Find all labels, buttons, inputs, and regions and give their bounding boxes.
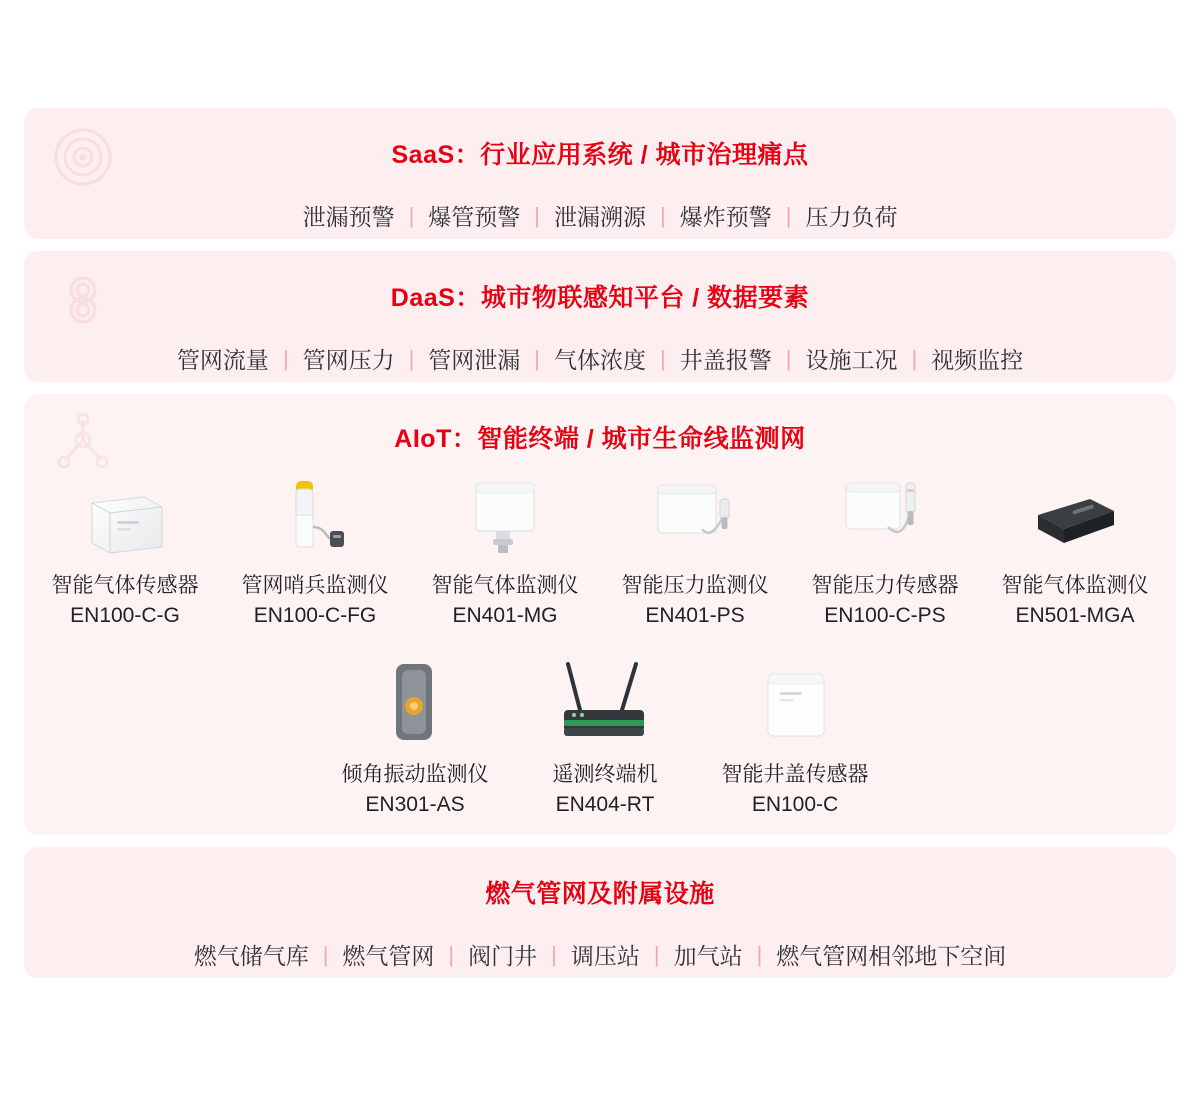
chip-divider: | — [282, 345, 289, 371]
saas-item: 爆炸预警 — [679, 204, 772, 230]
product-model: EN401-PS — [645, 604, 745, 628]
layer-daas-items — [24, 342, 1176, 375]
layer-gas-network — [24, 847, 1176, 978]
product-name: 智能压力传感器 — [811, 574, 959, 597]
product-name: 智能压力监测仪 — [621, 574, 769, 597]
product-card — [510, 658, 700, 821]
chip-divider: | — [785, 345, 792, 371]
product-card — [320, 658, 510, 821]
layer-gas-network-items — [24, 938, 1176, 971]
pressure-monitor-cable-icon — [640, 469, 750, 561]
product-model: EN501-MGA — [1015, 604, 1135, 628]
target-watermark-icon — [52, 126, 114, 188]
product-name: 智能气体传感器 — [51, 574, 199, 597]
gas-sensor-white-box-icon — [70, 469, 180, 561]
aiot-products-row-1 — [24, 469, 1176, 632]
facility-item: 燃气管网 — [342, 943, 435, 969]
product-model: EN301-AS — [365, 793, 465, 817]
product-card — [220, 469, 410, 632]
gas-monitor-black-box-icon — [1020, 469, 1130, 561]
daas-item: 气体浓度 — [554, 347, 646, 373]
aiot-products-row-2 — [24, 658, 1176, 821]
saas-item: 泄漏预警 — [302, 204, 395, 230]
layer-aiot-title-en: AIoT： — [394, 425, 478, 453]
product-name: 倾角振动监测仪 — [341, 762, 489, 786]
product-name: 智能气体监测仪 — [431, 574, 579, 597]
product-card — [790, 469, 980, 632]
product-model: EN100-C-G — [70, 604, 180, 628]
product-model: EN404-RT — [555, 793, 655, 817]
product-model: EN401-MG — [452, 604, 558, 628]
daas-item: 管网流量 — [176, 347, 269, 373]
chip-divider: | — [660, 345, 666, 371]
chip-divider: | — [756, 941, 763, 967]
facility-item: 燃气储气库 — [193, 943, 309, 969]
chip-divider: | — [408, 202, 415, 228]
product-name: 遥测终端机 — [552, 762, 658, 786]
infinity-watermark-icon — [52, 269, 114, 331]
gas-monitor-box-valve-icon — [450, 469, 560, 561]
daas-item: 井盖报警 — [679, 347, 772, 373]
layer-daas-title-en: DaaS： — [390, 284, 481, 312]
facility-item: 加气站 — [673, 943, 743, 969]
product-model: EN100-C-PS — [824, 604, 946, 628]
chip-divider: | — [785, 202, 792, 228]
layer-gas-network-title: 燃气管网及附属设施 — [485, 880, 715, 908]
chip-divider: | — [322, 941, 329, 967]
daas-item: 管网泄漏 — [428, 347, 521, 373]
layer-daas — [24, 251, 1176, 382]
product-card — [30, 469, 220, 632]
layer-saas — [24, 108, 1176, 239]
product-model: EN100-C — [751, 793, 839, 817]
chip-divider: | — [660, 202, 666, 228]
daas-item: 视频监控 — [931, 347, 1024, 373]
facility-item: 阀门井 — [468, 943, 538, 969]
product-card — [980, 469, 1170, 632]
pressure-sensor-probe-icon — [830, 469, 940, 561]
product-name: 智能井盖传感器 — [721, 762, 869, 786]
layer-daas-title-cn: 城市物联感知平台 / 数据要素 — [480, 284, 810, 312]
saas-item: 泄漏溯源 — [554, 204, 646, 230]
daas-item: 设施工况 — [805, 347, 898, 373]
layer-saas-items — [24, 199, 1176, 232]
saas-item: 压力负荷 — [805, 204, 898, 230]
layer-saas-title-en: SaaS： — [391, 141, 481, 169]
manhole-cover-sensor-icon — [740, 658, 850, 750]
product-card — [410, 469, 600, 632]
tilt-vibration-monitor-icon — [360, 658, 470, 750]
product-name: 智能气体监测仪 — [1001, 574, 1149, 597]
facility-item: 调压站 — [570, 943, 640, 969]
layer-aiot — [24, 394, 1176, 835]
chip-divider: | — [448, 941, 455, 967]
product-name: 管网哨兵监测仪 — [241, 574, 389, 597]
layer-aiot-title-cn: 智能终端 / 城市生命线监测网 — [477, 425, 806, 453]
pipeline-sentinel-probe-icon — [260, 469, 370, 561]
facility-item: 燃气管网相邻地下空间 — [776, 943, 1007, 969]
chip-divider: | — [534, 345, 540, 371]
product-card — [700, 658, 890, 821]
chip-divider: | — [653, 941, 660, 967]
saas-item: 爆管预警 — [428, 204, 521, 230]
layer-saas-title-cn: 行业应用系统 / 城市治理痛点 — [480, 141, 809, 169]
layer-daas-title — [24, 251, 1176, 314]
product-card — [600, 469, 790, 632]
rtu-router-antenna-icon — [540, 658, 670, 750]
daas-item: 管网压力 — [302, 347, 395, 373]
layer-saas-title — [24, 108, 1176, 171]
chip-divider: | — [911, 345, 918, 371]
layer-aiot-title — [24, 394, 1176, 455]
chip-divider: | — [551, 941, 557, 967]
chip-divider: | — [408, 345, 415, 371]
product-model: EN100-C-FG — [253, 604, 377, 628]
network-node-watermark-icon — [52, 412, 114, 474]
chip-divider: | — [534, 202, 540, 228]
